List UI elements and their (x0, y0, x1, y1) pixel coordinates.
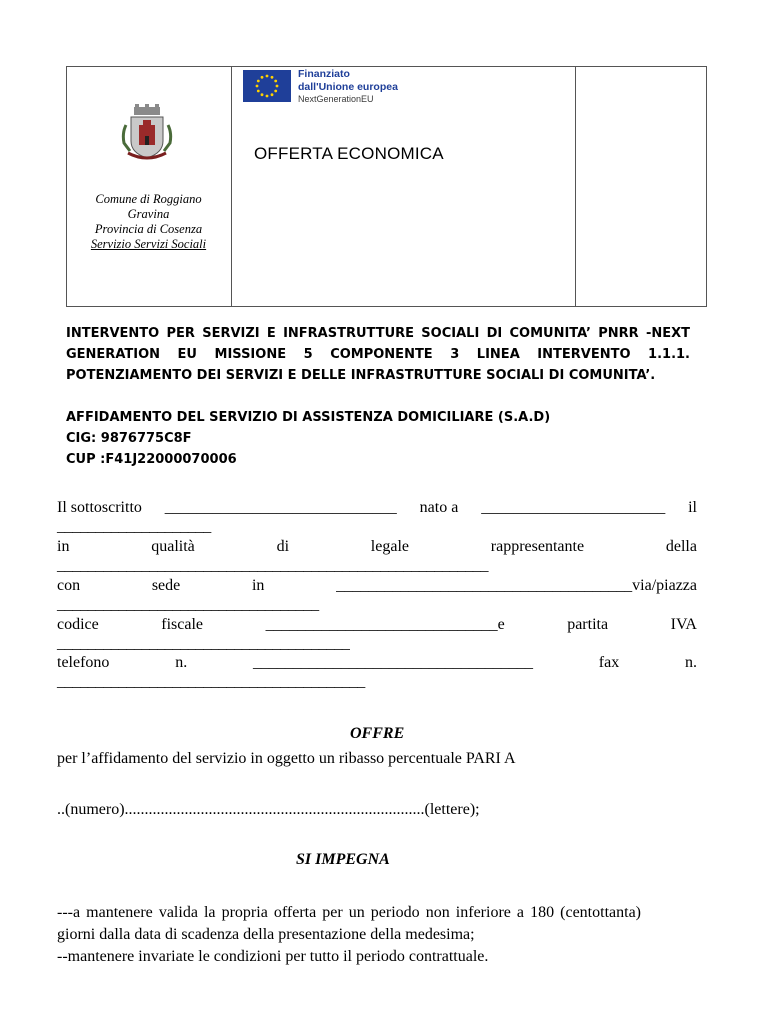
offre-heading: OFFRE (350, 725, 405, 742)
eu-line: Finanziato (298, 68, 350, 80)
form-word: rappresentante (490, 538, 585, 555)
impegna-paragraph: ---a mantenere valida la propria offerta per un periodo non inferiore a 180 (centottanta) giorni dalla data di scadenza della presentazione della medesima; (57, 904, 641, 943)
form-word: fax (598, 654, 620, 671)
impegna-heading: SI IMPEGNA (296, 851, 390, 868)
blank-field[interactable]: ________________________________________ (57, 673, 366, 690)
impegna-paragraph: --mantenere invariate le condizioni per tutto il periodo contrattuale. (57, 948, 489, 965)
blank-field[interactable]: __________________________________ (57, 596, 319, 613)
eu-flag-icon (243, 70, 291, 102)
blank-field[interactable]: _______________________ (481, 499, 666, 516)
document-title: OFFERTA ECONOMICA (254, 144, 444, 163)
form-word: codice (57, 616, 99, 633)
header-divider (231, 67, 232, 306)
affidamento-title: AFFIDAMENTO DEL SERVIZIO DI ASSISTENZA DOMICILIARE (S.A.D) (66, 410, 551, 425)
form-word: n. (684, 654, 697, 671)
intervento-line: POTENZIAMENTO DEI SERVIZI E DELLE INFRASTRUTTURE SOCIALI DI COMUNITA’. (66, 368, 656, 383)
form-word: nato a (419, 499, 459, 516)
blank-field[interactable]: ______________________________________ (57, 635, 350, 652)
form-row-qualita (57, 538, 697, 556)
form-word: fiscale (161, 616, 204, 633)
intervento-line: INTERVENTO PER SERVIZI E INFRASTRUTTURE SOCIALI DI COMUNITA’ PNRR -NEXT (66, 326, 690, 341)
form-word: in (251, 577, 265, 594)
intervento-heading (66, 323, 690, 386)
form-word: legale (370, 538, 409, 555)
comune-line: Gravina (127, 207, 170, 221)
form-word: della (665, 538, 697, 555)
form-word: qualità (151, 538, 195, 555)
eu-funding-label (298, 68, 398, 106)
form-row-sede (57, 577, 697, 595)
blank-field[interactable]: ________________________________________________________ (57, 557, 489, 574)
form-word: n. (175, 654, 188, 671)
cup-code: CUP :F41J22000070006 (66, 452, 237, 467)
intervento-line: GENERATION EU MISSIONE 5 COMPONENTE 3 LINEA INTERVENTO 1.1.1. (66, 347, 690, 362)
offre-text: per l’affidamento del servizio in oggetto un ribasso percentuale PARI A (57, 750, 516, 767)
form-word: IVA (670, 616, 697, 633)
header-divider (575, 67, 576, 306)
blank-field[interactable]: ___________________________________ (252, 654, 533, 671)
form-row-codice-fiscale (57, 616, 697, 634)
blank-field[interactable]: _____________________________ (164, 499, 397, 516)
form-word: con (57, 577, 81, 594)
blank-field[interactable]: _____________________________e (265, 616, 505, 633)
cig-code: CIG: 9876775C8F (66, 431, 192, 446)
form-row-sottoscritto (57, 499, 697, 517)
ribasso-field[interactable]: ..(numero)...........................................................................(lettere); (57, 801, 480, 818)
eu-line: NextGenerationEU (298, 94, 374, 104)
eu-line: dall'Unione europea (298, 80, 398, 93)
municipal-crest-icon (120, 103, 174, 163)
form-word: Il sottoscritto (57, 499, 142, 516)
form-word: di (276, 538, 290, 555)
form-word: telefono (57, 654, 110, 671)
form-word: sede (151, 577, 181, 594)
form-word: in (57, 538, 70, 555)
comune-line: Provincia di Cosenza (94, 222, 203, 236)
form-row-telefono (57, 654, 697, 672)
servizio-line: Servizio Servizi Sociali (90, 237, 207, 251)
blank-field[interactable]: _____________________________________via/piazza (336, 577, 697, 594)
form-word: partita (567, 616, 609, 633)
form-word: il (688, 499, 697, 516)
affidamento-block (66, 407, 550, 470)
blank-field[interactable]: ____________________ (57, 518, 212, 535)
comune-line: Comune di Roggiano (95, 192, 202, 206)
comune-block (68, 192, 229, 252)
